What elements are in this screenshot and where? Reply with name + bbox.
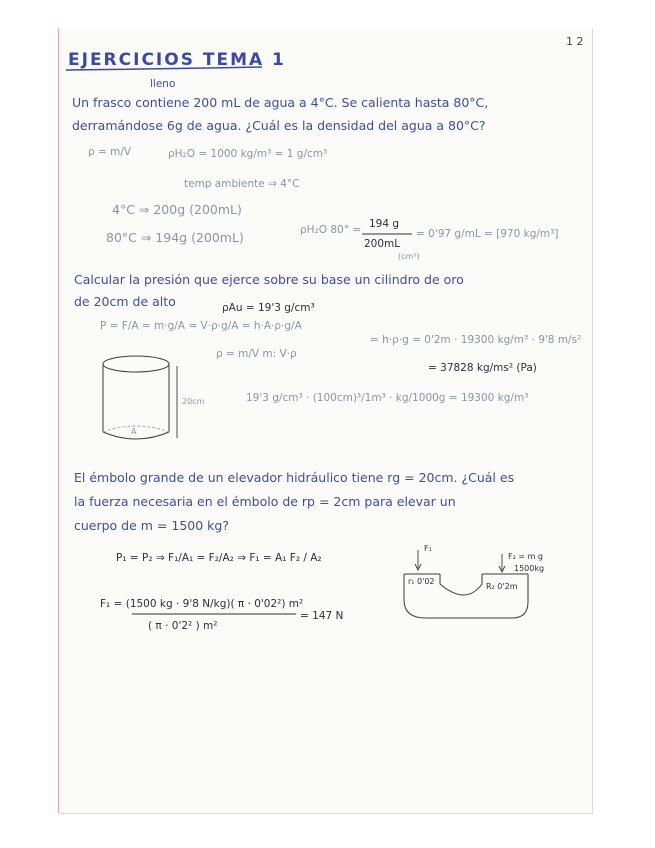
page-number: 1 2	[566, 35, 584, 48]
ex1-temp-note: temp ambiente ⇒ 4°C	[184, 178, 300, 190]
ex1-row-4c: 4°C ⇒ 200g (200mL)	[112, 202, 242, 217]
ex1-frac-num: 194 g	[369, 218, 400, 230]
ex2-unit-conversion: 19'3 g/cm³ · (100cm)³/1m³ · kg/1000g = 19300 kg/m³	[246, 392, 529, 404]
ex1-lleno-note: lleno	[150, 78, 176, 90]
ex3-equation2-num: F₁ = (1500 kg · 9'8 N/kg)( π · 0'02²) m²	[100, 598, 304, 610]
ex1-result: = 0'97 g/mL = [970 kg/m³]	[416, 228, 559, 240]
ex3-label-r1: r₁ 0'02	[408, 577, 435, 586]
ex1-density-formula: ρ = m/V	[88, 146, 132, 158]
ex3-statement-line3: cuerpo de m = 1500 kg?	[74, 518, 229, 533]
ex1-rho80-label: ρH₂O 80° =	[300, 224, 362, 236]
ex1-water-density: ρH₂O = 1000 kg/m³ = 1 g/cm³	[168, 148, 328, 160]
ex2-cylinder-height: 20cm	[182, 397, 205, 406]
ex2-statement-line2: de 20cm de alto	[74, 294, 176, 309]
ex2-statement-line1: Calcular la presión que ejerce sobre su base un cilindro de oro	[74, 272, 464, 287]
ex2-pressure-eq1: P = F/A = m·g/A = V·ρ·g/A = h·A·ρ·g/A	[100, 320, 302, 332]
ex2-density-note: ρ = m/V m: V·ρ	[216, 348, 297, 360]
ex2-result: = 37828 kg/ms² (Pa)	[428, 362, 537, 374]
ex3-label-r2: R₂ 0'2m	[486, 582, 518, 591]
notebook-page	[58, 28, 592, 813]
ex3-statement-line1: El émbolo grande de un elevador hidráulico tiene rg = 20cm. ¿Cuál es	[74, 470, 515, 485]
ex2-cylinder-area: A	[131, 427, 137, 436]
ex1-frac-unit: (cm³)	[398, 252, 420, 261]
ex2-gold-density: ρAu = 19'3 g/cm³	[222, 302, 315, 314]
ex3-equation2-den: ( π · 0'2² ) m²	[148, 620, 218, 632]
ex2-pressure-eq2: = h·ρ·g = 0'2m · 19300 kg/m³ · 9'8 m/s²	[370, 334, 582, 346]
margin-line	[58, 28, 59, 813]
ex3-equation1: P₁ = P₂ ⇒ F₁/A₁ = F₂/A₂ ⇒ F₁ = A₁ F₂ / A₂	[116, 552, 322, 564]
ex1-statement-line2: derramándose 6g de agua. ¿Cuál es la densidad del agua a 80°C?	[72, 118, 486, 133]
ex3-statement-line2: la fuerza necesaria en el émbolo de rp = 2cm para elevar un	[74, 494, 456, 509]
ex3-label-mass: 1500kg	[514, 564, 545, 573]
ex3-equation2-result: = 147 N	[300, 610, 344, 622]
ex1-statement-line1: Un frasco contiene 200 mL de agua a 4°C. Se calienta hasta 80°C,	[72, 95, 489, 110]
ex1-row-80c: 80°C ⇒ 194g (200mL)	[106, 230, 244, 245]
ex1-frac-den: 200mL	[364, 238, 401, 250]
ex3-label-f1: F₁	[424, 544, 432, 553]
page-title: EJERCICIOS TEMA 1	[68, 50, 286, 70]
ex3-label-f2: F₂ = m g	[508, 552, 544, 561]
